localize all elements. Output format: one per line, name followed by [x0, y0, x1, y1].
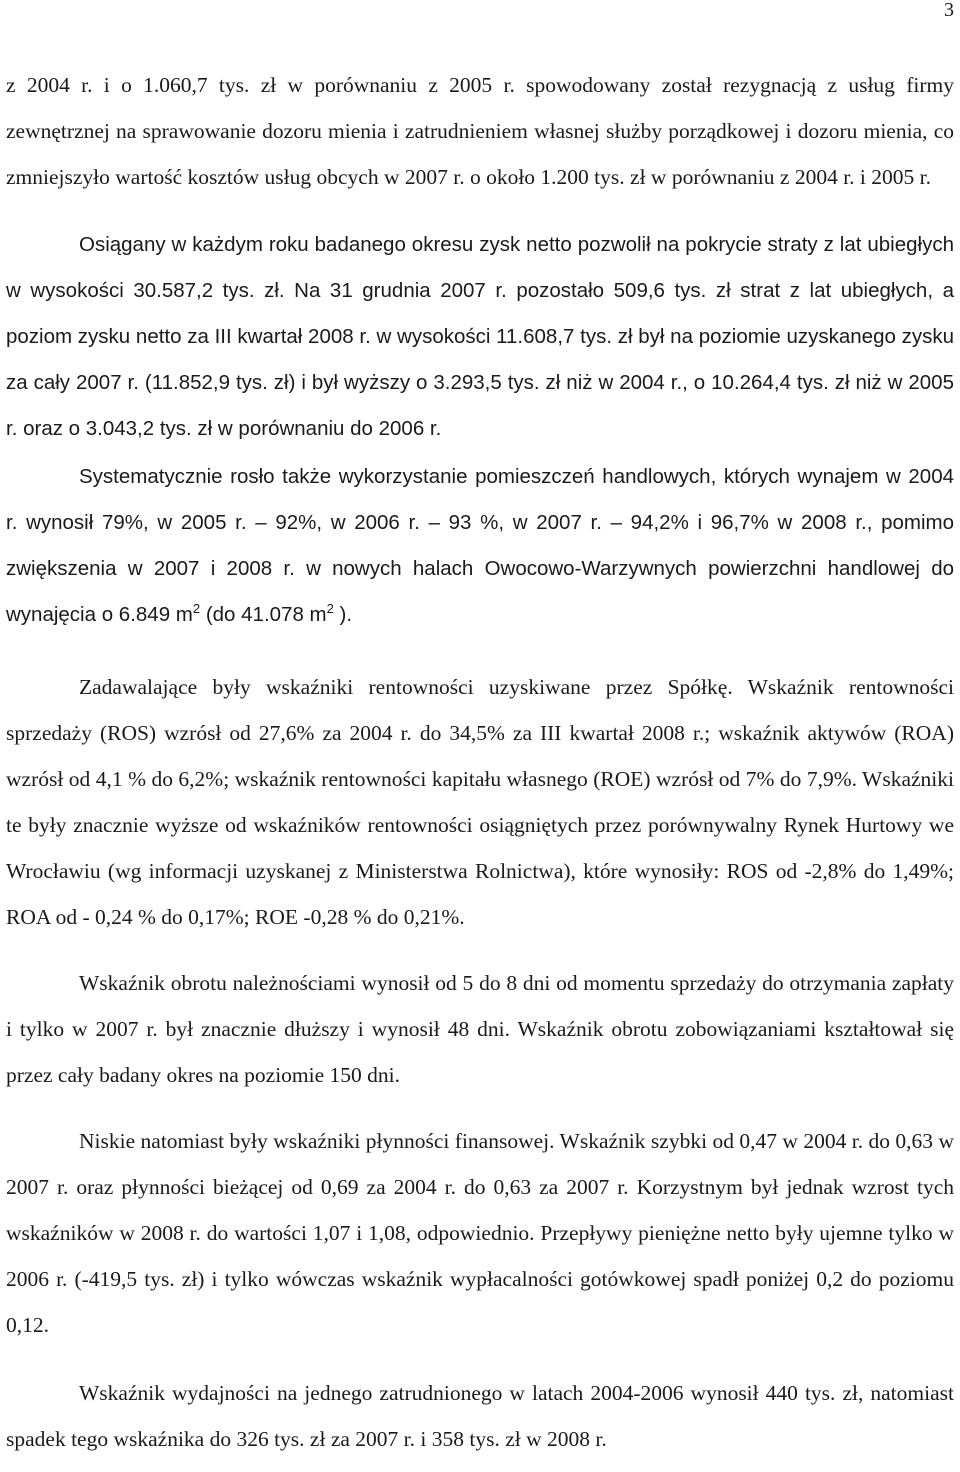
paragraph-profitability-ratios: Zadawalające były wskaźniki rentowności uzyskiwane przez Spółkę. Wskaźnik rentowności sprzedaży (ROS) wzrósł od 27,6% za 2004 r. do 34,5% za III kwartał 2008 r.; wskaźnik aktywów (ROA) wzrósł od 4,1 % do 6,2%; wskaźnik rentowności kapitału własnego (ROE) wzrósł od 7% do 7,9%. Wskaźniki te były znacznie wyższe od wskaźników rentowności osiągniętych przez porównywalny Rynek Hurtowy we Wrocławiu (wg informacji uzyskanej z Ministerstwa Rolnictwa), które wynosiły: ROS od -2,8% do 1,49%; ROA od - 0,24 % do 0,17%; ROE -0,28 % do 0,21%.	[6, 675, 954, 929]
paragraph-net-profit: Osiągany w każdym roku badanego okresu zysk netto pozwolił na pokrycie straty z lat ubiegłych w wysokości 30.587,2 tys. zł. Na 31 grudnia 2007 r. pozostało 509,6 tys. zł strat z lat ubiegłych, a poziom zysku netto za III kwartał 2008 r. w wysokości 11.608,7 tys. zł był na poziomie uzyskanego zysku za cały 2007 r. (11.852,9 tys. zł) i był wyższy o 3.293,5 tys. zł niż w 2004 r., o 10.264,4 tys. zł niż w 2005 r. oraz o 3.043,2 tys. zł w porównaniu do 2006 r.	[6, 233, 954, 440]
space-utilization-text-mid: (do 41.078 m	[200, 603, 327, 626]
superscript-square: 2	[192, 601, 201, 617]
paragraph-turnover-ratios: Wskaźnik obrotu należnościami wynosił od 5 do 8 dni od momentu sprzedaży do otrzymania zapłaty i tylko w 2007 r. był znacznie dłuższy i wynosił 48 dni. Wskaźnik obrotu zobowiązaniami kształtował się przez cały badany okres na poziomie 150 dni.	[6, 971, 954, 1087]
paragraph-services-costs: z 2004 r. i o 1.060,7 tys. zł w porównaniu z 2005 r. spowodowany został rezygnacją z usług firmy zewnętrznej na sprawowanie dozoru mienia i zatrudnieniem własnej służby porządkowej i dozoru mienia, co zmniejszyło wartość kosztów usług obcych w 2007 r. o około 1.200 tys. zł w porównaniu z 2004 r. i 2005 r.	[6, 73, 954, 189]
paragraph-liquidity-ratios: Niskie natomiast były wskaźniki płynności finansowej. Wskaźnik szybki od 0,47 w 2004 r. do 0,63 w 2007 r. oraz płynności bieżącej od 0,69 za 2004 r. do 0,63 za 2007 r. Korzystnym był jednak wzrost tych wskaźników w 2008 r. do wartości 1,07 i 1,08, odpowiednio. Przepływy pieniężne netto były ujemne tylko w 2006 r. (-419,5 tys. zł) i tylko wówczas wskaźnik wypłacalności gotówkowej spadł poniżej 0,2 do poziomu 0,12.	[6, 1129, 954, 1337]
superscript-square: 2	[326, 601, 334, 617]
space-utilization-text-end: ).	[333, 603, 353, 626]
paragraph-space-utilization	[6, 454, 954, 638]
page-number: 3	[944, 0, 954, 21]
space-utilization-text: Systematycznie rosło także wykorzystanie pomieszczeń handlowych, których wynajem w 2004 r. wynosił 79%, w 2005 r. – 92%, w 2006 r. – 93 %, w 2007 r. – 94,2% i 96,7% w 2008 r., pomimo zwiększenia w 2007 i 2008 r. w nowych halach Owocowo-Warzywnych powierzchni handlowej do wynajęcia o 6.849 m	[6, 465, 954, 626]
paragraph-productivity-ratio: Wskaźnik wydajności na jednego zatrudnionego w latach 2004-2006 wynosił 440 tys. zł, natomiast spadek tego wskaźnika do 326 tys. zł za 2007 r. i 358 tys. zł w 2008 r.	[6, 1381, 954, 1451]
document-body	[6, 62, 954, 1462]
